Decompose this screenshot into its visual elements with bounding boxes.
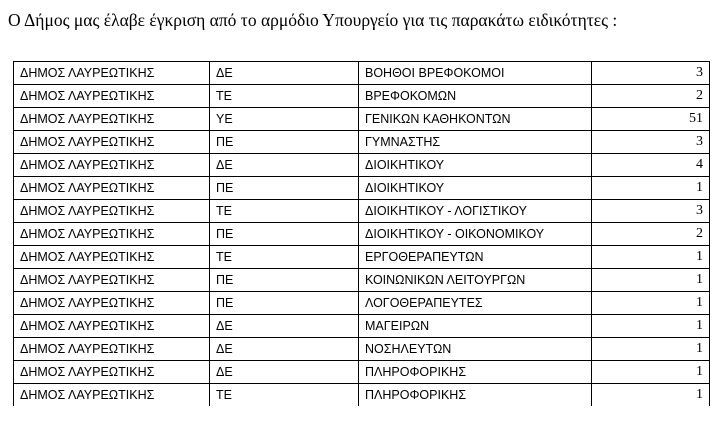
category-cell: ΔΕ <box>210 62 359 85</box>
table-row <box>14 200 710 223</box>
municipality-cell: ΔΗΜΟΣ ΛΑΥΡΕΩΤΙΚΗΣ <box>14 177 210 200</box>
category-cell: ΠΕ <box>210 292 359 315</box>
category-cell: ΤΕ <box>210 384 359 407</box>
municipality-cell: ΔΗΜΟΣ ΛΑΥΡΕΩΤΙΚΗΣ <box>14 292 210 315</box>
municipality-cell: ΔΗΜΟΣ ΛΑΥΡΕΩΤΙΚΗΣ <box>14 62 210 85</box>
municipality-cell: ΔΗΜΟΣ ΛΑΥΡΕΩΤΙΚΗΣ <box>14 384 210 407</box>
table-row <box>14 292 710 315</box>
table-row <box>14 338 710 361</box>
count-cell: 3 <box>592 62 710 85</box>
category-cell: ΥΕ <box>210 108 359 131</box>
count-cell: 1 <box>592 292 710 315</box>
specialty-cell: ΔΙΟΙΚΗΤΙΚΟΥ <box>359 177 592 200</box>
category-cell: ΠΕ <box>210 131 359 154</box>
specialty-cell: ΔΙΟΙΚΗΤΙΚΟΥ - ΛΟΓΙΣΤΙΚΟΥ <box>359 200 592 223</box>
specialties-table <box>13 61 710 406</box>
table-row <box>14 269 710 292</box>
table-row <box>14 384 710 407</box>
count-cell: 1 <box>592 315 710 338</box>
specialty-cell: ΒΡΕΦΟΚΟΜΩΝ <box>359 85 592 108</box>
category-cell: ΤΕ <box>210 200 359 223</box>
category-cell: ΤΕ <box>210 85 359 108</box>
count-cell: 3 <box>592 200 710 223</box>
municipality-cell: ΔΗΜΟΣ ΛΑΥΡΕΩΤΙΚΗΣ <box>14 338 210 361</box>
count-cell: 1 <box>592 384 710 407</box>
specialties-table-body <box>14 62 710 407</box>
count-cell: 2 <box>592 223 710 246</box>
table-row <box>14 154 710 177</box>
specialty-cell: ΠΛΗΡΟΦΟΡΙΚΗΣ <box>359 361 592 384</box>
table-row <box>14 177 710 200</box>
specialty-cell: ΓΥΜΝΑΣΤΗΣ <box>359 131 592 154</box>
municipality-cell: ΔΗΜΟΣ ΛΑΥΡΕΩΤΙΚΗΣ <box>14 200 210 223</box>
category-cell: ΔΕ <box>210 361 359 384</box>
count-cell: 1 <box>592 246 710 269</box>
municipality-cell: ΔΗΜΟΣ ΛΑΥΡΕΩΤΙΚΗΣ <box>14 131 210 154</box>
count-cell: 3 <box>592 131 710 154</box>
specialty-cell: ΚΟΙΝΩΝΙΚΩΝ ΛΕΙΤΟΥΡΓΩΝ <box>359 269 592 292</box>
specialty-cell: ΜΑΓΕΙΡΩΝ <box>359 315 592 338</box>
municipality-cell: ΔΗΜΟΣ ΛΑΥΡΕΩΤΙΚΗΣ <box>14 361 210 384</box>
category-cell: ΠΕ <box>210 223 359 246</box>
category-cell: ΤΕ <box>210 246 359 269</box>
table-row <box>14 361 710 384</box>
specialty-cell: ΔΙΟΙΚΗΤΙΚΟΥ - ΟΙΚΟΝΟΜΙΚΟΥ <box>359 223 592 246</box>
specialty-cell: ΠΛΗΡΟΦΟΡΙΚΗΣ <box>359 384 592 407</box>
count-cell: 1 <box>592 177 710 200</box>
category-cell: ΠΕ <box>210 269 359 292</box>
table-row <box>14 85 710 108</box>
table-row <box>14 223 710 246</box>
table-row <box>14 131 710 154</box>
category-cell: ΔΕ <box>210 338 359 361</box>
municipality-cell: ΔΗΜΟΣ ΛΑΥΡΕΩΤΙΚΗΣ <box>14 108 210 131</box>
category-cell: ΔΕ <box>210 154 359 177</box>
municipality-cell: ΔΗΜΟΣ ΛΑΥΡΕΩΤΙΚΗΣ <box>14 315 210 338</box>
specialty-cell: ΔΙΟΙΚΗΤΙΚΟΥ <box>359 154 592 177</box>
table-row <box>14 315 710 338</box>
table-row <box>14 62 710 85</box>
count-cell: 1 <box>592 338 710 361</box>
specialty-cell: ΕΡΓΟΘΕΡΑΠΕΥΤΩΝ <box>359 246 592 269</box>
count-cell: 2 <box>592 85 710 108</box>
table-row <box>14 246 710 269</box>
specialty-cell: ΓΕΝΙΚΩΝ ΚΑΘΗΚΟΝΤΩΝ <box>359 108 592 131</box>
specialty-cell: ΒΟΗΘΟΙ ΒΡΕΦΟΚΟΜΟΙ <box>359 62 592 85</box>
count-cell: 4 <box>592 154 710 177</box>
specialty-cell: ΝΟΣΗΛΕΥΤΩΝ <box>359 338 592 361</box>
count-cell: 1 <box>592 269 710 292</box>
specialty-cell: ΛΟΓΟΘΕΡΑΠΕΥΤΕΣ <box>359 292 592 315</box>
category-cell: ΠΕ <box>210 177 359 200</box>
count-cell: 1 <box>592 361 710 384</box>
municipality-cell: ΔΗΜΟΣ ΛΑΥΡΕΩΤΙΚΗΣ <box>14 269 210 292</box>
category-cell: ΔΕ <box>210 315 359 338</box>
municipality-cell: ΔΗΜΟΣ ΛΑΥΡΕΩΤΙΚΗΣ <box>14 246 210 269</box>
page-heading: Ο Δήμος μας έλαβε έγκριση από το αρμόδιο Υπουργείο για τις παρακάτω ειδικότητες : <box>8 10 618 30</box>
municipality-cell: ΔΗΜΟΣ ΛΑΥΡΕΩΤΙΚΗΣ <box>14 154 210 177</box>
table-row <box>14 108 710 131</box>
municipality-cell: ΔΗΜΟΣ ΛΑΥΡΕΩΤΙΚΗΣ <box>14 85 210 108</box>
municipality-cell: ΔΗΜΟΣ ΛΑΥΡΕΩΤΙΚΗΣ <box>14 223 210 246</box>
count-cell: 51 <box>592 108 710 131</box>
